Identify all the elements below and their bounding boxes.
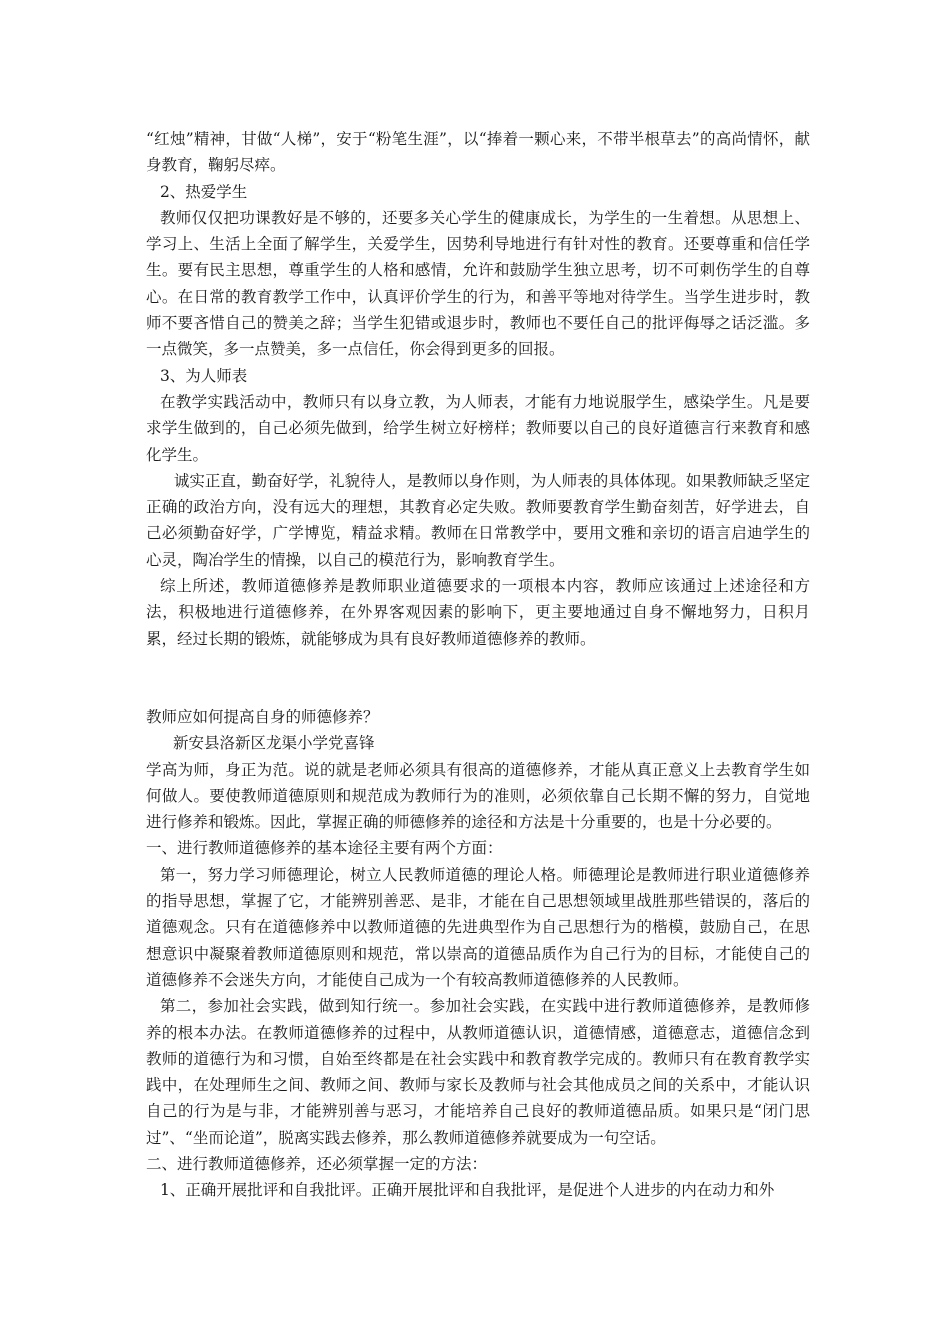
article-author: 新安县洛新区龙渠小学党喜锋	[173, 734, 375, 753]
article-title: 教师应如何提高自身的师德修养？	[146, 707, 379, 726]
section-spacer	[146, 652, 810, 704]
paragraph-role-model: 在教学实践活动中，教师只有以身立教，为人师表，才能有力地说服学生，感染学生。凡是要求学生做到的，自己必须先做到，给学生树立好榜样；教师要以自己的良好道德言行来教育和感化学生。	[146, 392, 810, 464]
heading-methods: 二、进行教师道德修养，还必须掌握一定的方法：	[146, 1154, 488, 1173]
paragraph-love-students: 教师仅仅把功课教好是不够的，还要多关心学生的健康成长，为学生的一生着想。从思想上、学习上、生活上全面了解学生，关爱学生，因势利导地进行有针对性的教育。还要尊重和信任学生。要有民主思想，尊重学生的人格和感情，允许和鼓励学生独立思考，切不可刺伤学生的自尊心。在日常的教育教学工作中，认真评价学生的行为，和善平等地对待学生。当学生进步时，教师不要吝惜自己的赞美之辞；当学生犯错或退步时，教师也不要任自己的批评侮辱之话泛滥。多一点微笑，多一点赞美，多一点信任，你会得到更多的回报。	[146, 208, 810, 359]
heading-basic-approaches: 一、进行教师道德修养的基本途径主要有两个方面：	[146, 839, 503, 858]
paragraph-red-candle: “红烛”精神，甘做“人梯”，安于“粉笔生涯”，以“捧着一颗心来，不带半根草去”的高尚情怀，献身教育，鞠躬尽瘁。	[146, 130, 810, 175]
paragraph-honesty: 诚实正直，勤奋好学，礼貌待人，是教师以身作则，为人师表的具体体现。如果教师缺乏坚定正确的政治方向，没有远大的理想，其教育必定失败。教师要教育学生勤奋刻苦，好学进去，自己必须勤奋好学，广学博览，精益求精。教师在日常教学中，要用文雅和亲切的语言启迪学生的心灵，陶冶学生的情操，以自己的模范行为，影响教育学生。	[146, 471, 810, 569]
paragraph-criticism: 1、正确开展批评和自我批评。正确开展批评和自我批评，是促进个人进步的内在动力和外	[159, 1181, 775, 1200]
paragraph-intro: 学高为师，身正为范。说的就是老师必须具有很高的道德修养，才能从真正意义上去教育学生如何做人。要使教师道德原则和规范成为教师行为的准则，必须依靠自己长期不懈的努力，自觉地进行修养和锻炼。因此，掌握正确的师德修养的途径和方法是十分重要的，也是十分必要的。	[146, 760, 810, 832]
heading-love-students: 2、热爱学生	[159, 182, 248, 201]
paragraph-first-approach: 第一，努力学习师德理论，树立人民教师道德的理论人格。师德理论是教师进行职业道德修养的指导思想，掌握了它，才能辨别善恶、是非，才能在自己思想领域里战胜那些错误的，落后的道德观念。只有在道德修养中以教师道德的先进典型作为自己思想行为的楷模，鼓励自己，在思想意识中凝聚着教师道德原则和规范，常以崇高的道德品质作为自己行为的目标，才能使自己的道德修养不会迷失方向，才能使自己成为一个有较高教师道德修养的人民教师。	[146, 865, 810, 989]
heading-role-model: 3、为人师表	[159, 366, 248, 385]
paragraph-summary: 综上所述，教师道德修养是教师职业道德要求的一项根本内容，教师应该通过上述途径和方法，积极地进行道德修养，在外界客观因素的影响下，更主要地通过自身不懈地努力，日积月累，经过长期的锻炼，就能够成为具有良好教师道德修养的教师。	[146, 577, 810, 648]
paragraph-second-approach: 第二，参加社会实践，做到知行统一。参加社会实践，在实践中进行教师道德修养，是教师修养的根本办法。在教师道德修养的过程中，从教师道德认识，道德情感，道德意志，道德信念到教师的道德行为和习惯，自始至终都是在社会实践中和教育教学完成的。教师只有在教育教学实践中，在处理师生之间、教师之间、教师与家长及教师与社会其他成员之间的关系中，才能认识自己的行为是与非，才能辨别善与恶习，才能培养自己良好的教师道德品质。如果只是“闭门思过”、“坐而论道”，脱离实践去修养，那么教师道德修养就要成为一句空话。	[146, 997, 810, 1147]
